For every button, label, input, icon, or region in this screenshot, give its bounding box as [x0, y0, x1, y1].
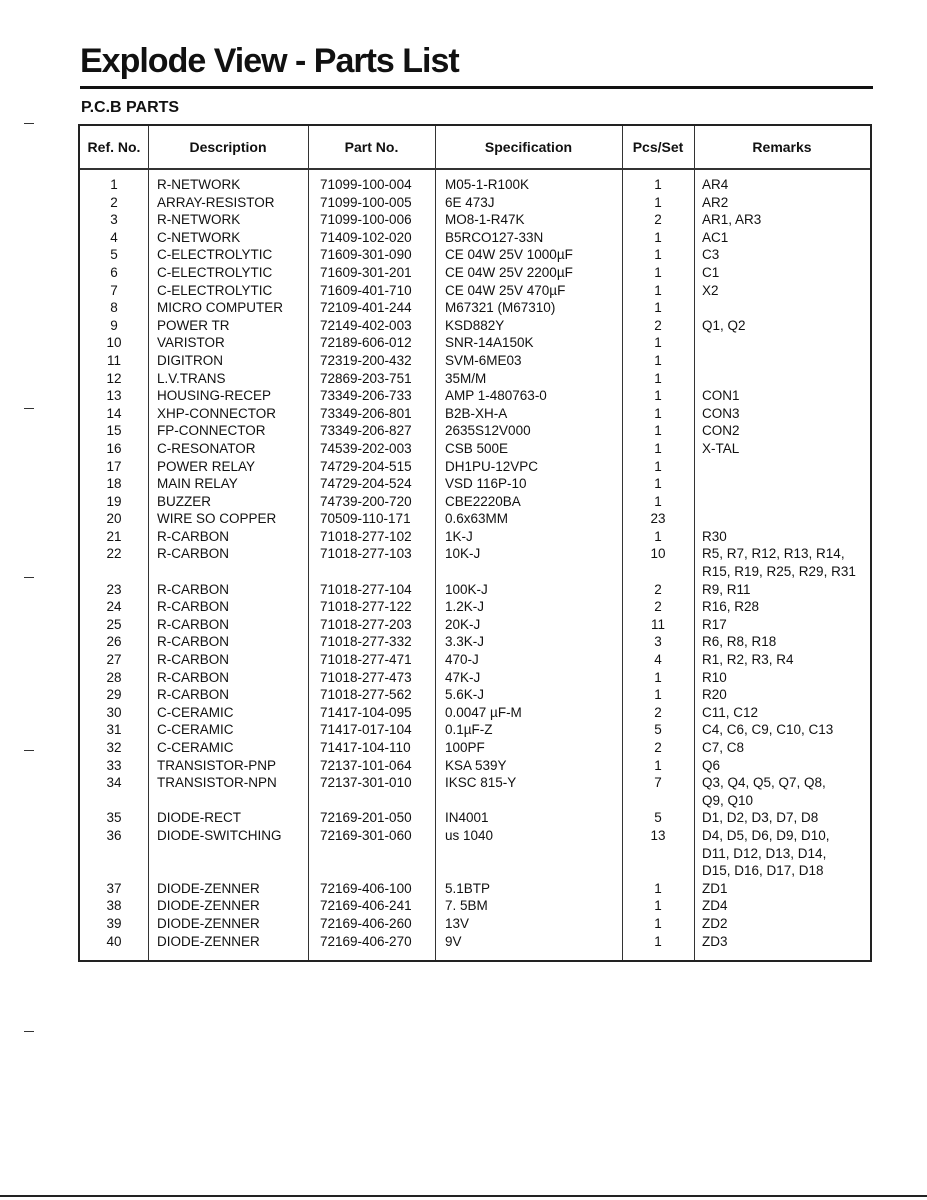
pcs-cell: 2	[654, 317, 662, 333]
remarks-cell: ZD2	[702, 915, 728, 931]
description-cell: POWER RELAY	[157, 458, 256, 474]
description-cell: C-NETWORK	[157, 229, 241, 245]
specification-cell: DH1PU-12VPC	[445, 458, 539, 474]
description-cell: R-NETWORK	[157, 177, 241, 192]
part-no-cell: 71018-277-562	[320, 687, 412, 703]
remarks-cell: R30	[702, 528, 727, 544]
specification-cell: IN4001	[445, 810, 489, 826]
specification-cell: CE 04W 25V 1000µF	[445, 247, 573, 263]
pcs-cell: 2	[654, 599, 662, 615]
pcs-cell: 1	[654, 177, 662, 192]
description-cell: XHP-CONNECTOR	[157, 405, 277, 421]
pcs-cell: 1	[654, 493, 662, 509]
table-row	[80, 211, 870, 229]
ref-cell: 30	[106, 704, 122, 720]
part-no-cell: 71018-277-122	[320, 599, 412, 615]
specification-cell: SVM-6ME03	[445, 352, 522, 368]
remarks-cell: C3	[702, 247, 720, 263]
header-description: Description	[189, 139, 267, 155]
description-cell: C-ELECTROLYTIC	[157, 247, 273, 263]
pcs-cell: 1	[654, 423, 662, 439]
part-no-cell: 72869-203-751	[320, 370, 412, 386]
pcs-cell: 2	[654, 212, 662, 228]
description-cell: R-CARBON	[157, 634, 230, 650]
description-cell: DIODE-ZENNER	[157, 933, 260, 949]
specification-cell: CE 04W 25V 2200µF	[445, 264, 573, 280]
header-ref-no: Ref. No.	[87, 139, 141, 155]
ref-cell: 5	[110, 247, 118, 263]
table-row	[80, 370, 870, 388]
part-no-cell: 72109-401-244	[320, 300, 412, 316]
part-no-cell: 71099-100-004	[320, 177, 412, 192]
part-no-cell: 74539-202-003	[320, 440, 412, 456]
pcs-cell: 1	[654, 440, 662, 456]
part-no-cell: 72169-406-100	[320, 880, 412, 896]
table-row	[80, 194, 870, 212]
ref-cell: 38	[106, 898, 122, 914]
specification-cell: AMP 1-480763-0	[445, 388, 547, 404]
part-no-cell: 74729-204-515	[320, 458, 412, 474]
part-no-cell: 73349-206-827	[320, 423, 412, 439]
table-body	[80, 176, 870, 950]
ref-cell: 1	[110, 177, 118, 192]
remarks-cell: R17	[702, 616, 727, 632]
part-no-cell: 72319-200-432	[320, 352, 412, 368]
specification-cell: 2635S12V000	[445, 423, 531, 439]
specification-cell: 7. 5BM	[445, 898, 488, 914]
ref-cell: 7	[110, 282, 118, 298]
pcs-cell: 1	[654, 405, 662, 421]
pcs-cell: 1	[654, 757, 662, 773]
remarks-cell: C11, C12	[702, 704, 759, 720]
description-cell: C-CERAMIC	[157, 722, 234, 738]
part-no-cell: 71409-102-020	[320, 229, 412, 245]
margin-mark	[24, 1031, 34, 1032]
table-row	[80, 528, 870, 546]
remarks-cell: AR4	[702, 177, 729, 192]
table-row	[80, 686, 870, 704]
ref-cell: 37	[106, 880, 122, 896]
remarks-cell: Q1, Q2	[702, 317, 746, 333]
ref-cell: 14	[106, 405, 122, 421]
pcs-cell: 2	[654, 740, 662, 755]
remarks-cell: R10	[702, 669, 727, 685]
specification-cell: 6E 473J	[445, 194, 495, 210]
pcs-cell: 13	[650, 827, 666, 843]
specification-cell: M67321 (M67310)	[445, 300, 556, 316]
description-cell: MICRO COMPUTER	[157, 300, 283, 316]
pcs-cell: 1	[654, 300, 662, 316]
table-row	[80, 493, 870, 511]
part-no-cell: 72169-406-241	[320, 898, 412, 914]
ref-cell: 11	[106, 352, 121, 368]
part-no-cell: 71417-104-110	[320, 740, 411, 755]
part-no-cell: 71018-277-473	[320, 669, 412, 685]
section-heading: P.C.B PARTS	[81, 99, 180, 116]
pcs-cell: 1	[654, 898, 662, 914]
table-row	[80, 704, 870, 722]
ref-cell: 31	[106, 722, 122, 738]
description-cell: C-CERAMIC	[157, 704, 234, 720]
specification-cell: B2B-XH-A	[445, 405, 508, 421]
remarks-cell: R9, R11	[702, 581, 751, 597]
description-cell: R-CARBON	[157, 581, 230, 597]
pcs-cell: 1	[654, 352, 662, 368]
ref-cell: 26	[106, 634, 122, 650]
pcs-cell: 1	[654, 388, 662, 404]
pcs-cell: 2	[654, 581, 662, 597]
table-row	[80, 352, 870, 370]
part-no-cell: 72137-101-064	[320, 757, 412, 773]
ref-cell: 24	[106, 599, 122, 615]
ref-cell: 28	[106, 669, 122, 685]
ref-cell: 27	[106, 652, 122, 668]
table-row	[80, 669, 870, 687]
remarks-cell: CON1	[702, 388, 740, 404]
remarks-cell: X-TAL	[702, 440, 740, 456]
description-cell: R-CARBON	[157, 616, 230, 632]
remarks-cell: Q3, Q4, Q5, Q7, Q8,	[702, 775, 826, 791]
part-no-cell: 72189-606-012	[320, 335, 412, 351]
description-cell: R-NETWORK	[157, 212, 241, 228]
specification-cell: 13V	[445, 915, 470, 931]
description-cell: R-CARBON	[157, 528, 230, 544]
description-cell: R-CARBON	[157, 599, 230, 615]
specification-cell: CBE2220BA	[445, 493, 521, 509]
table-row	[80, 616, 870, 634]
pcs-cell: 1	[654, 476, 662, 492]
pcs-cell: 1	[654, 370, 662, 386]
pcs-cell: 1	[654, 194, 662, 210]
ref-cell: 3	[110, 212, 118, 228]
part-no-cell: 71609-301-090	[320, 247, 412, 263]
ref-cell: 9	[110, 317, 118, 333]
description-cell: C-ELECTROLYTIC	[157, 282, 273, 298]
part-no-cell: 72169-201-050	[320, 810, 412, 826]
part-no-cell: 70509-110-171	[320, 511, 411, 527]
header-part-no: Part No.	[344, 139, 399, 155]
table-row	[80, 422, 870, 440]
pcs-cell: 1	[654, 229, 662, 245]
pcs-cell: 1	[654, 247, 662, 263]
remarks-cell: R5, R7, R12, R13, R14,	[702, 546, 845, 562]
ref-cell: 33	[106, 757, 122, 773]
part-no-cell: 71099-100-005	[320, 194, 412, 210]
description-cell: R-CARBON	[157, 546, 230, 562]
bottom-rule	[0, 1195, 927, 1197]
part-no-cell: 71018-277-102	[320, 528, 412, 544]
description-cell: R-CARBON	[157, 652, 230, 668]
remarks-cell: R16, R28	[702, 599, 760, 615]
ref-cell: 21	[106, 528, 122, 544]
remarks-cell: AR2	[702, 194, 729, 210]
description-cell: TRANSISTOR-PNP	[157, 757, 277, 773]
part-no-cell: 72149-402-003	[320, 317, 412, 333]
pcs-cell: 1	[654, 669, 662, 685]
specification-cell: MO8-1-R47K	[445, 212, 525, 228]
ref-cell: 22	[106, 546, 122, 562]
description-cell: DIGITRON	[157, 352, 223, 368]
specification-cell: us 1040	[445, 827, 494, 843]
ref-cell: 13	[106, 388, 122, 404]
specification-cell: 100PF	[445, 740, 485, 755]
ref-cell: 20	[106, 511, 122, 527]
description-cell: C-ELECTROLYTIC	[157, 264, 273, 280]
description-cell: DIODE-SWITCHING	[157, 827, 282, 843]
remarks-cell: D15, D16, D17, D18	[702, 863, 824, 879]
ref-cell: 35	[106, 810, 122, 826]
part-no-cell: 72169-406-270	[320, 933, 412, 949]
description-cell: R-CARBON	[157, 669, 230, 685]
ref-cell: 40	[106, 933, 122, 949]
description-cell: MAIN RELAY	[157, 476, 238, 492]
specification-cell: 35M/M	[445, 370, 487, 386]
table-row	[80, 264, 870, 282]
description-cell: C-RESONATOR	[157, 440, 256, 456]
table-row	[80, 721, 870, 739]
part-no-cell: 72169-406-260	[320, 915, 412, 931]
page-title: Explode View - Parts List	[80, 42, 459, 80]
part-no-cell: 71018-277-332	[320, 634, 412, 650]
remarks-cell: ZD4	[702, 898, 728, 914]
description-cell: BUZZER	[157, 493, 211, 509]
specification-cell: 47K-J	[445, 669, 481, 685]
remarks-cell: C1	[702, 264, 720, 280]
remarks-cell: X2	[702, 282, 719, 298]
specification-cell: CE 04W 25V 470µF	[445, 282, 566, 298]
table-row	[80, 458, 870, 476]
pcs-cell: 7	[654, 775, 662, 791]
margin-mark	[24, 750, 34, 751]
parts-table	[78, 124, 872, 962]
table-row	[80, 933, 870, 951]
ref-cell: 16	[106, 440, 122, 456]
pcs-cell: 1	[654, 880, 662, 896]
description-cell: DIODE-ZENNER	[157, 898, 260, 914]
table-row	[80, 757, 870, 775]
table-row	[80, 387, 870, 405]
table-row	[80, 229, 870, 247]
ref-cell: 39	[106, 915, 122, 931]
ref-cell: 25	[106, 616, 122, 632]
pcs-cell: 23	[650, 511, 666, 527]
ref-cell: 32	[106, 740, 122, 755]
part-no-cell: 72169-301-060	[320, 827, 412, 843]
part-no-cell: 73349-206-733	[320, 388, 412, 404]
table-row	[80, 176, 870, 194]
specification-cell: 1K-J	[445, 528, 473, 544]
ref-cell: 29	[106, 687, 122, 703]
specification-cell: 20K-J	[445, 616, 481, 632]
table-row	[80, 317, 870, 335]
pcs-cell: 1	[654, 282, 662, 298]
table-row	[80, 827, 870, 880]
remarks-cell: ZD1	[702, 880, 728, 896]
pcs-cell: 4	[654, 652, 662, 668]
specification-cell: 0.1µF-Z	[445, 722, 493, 738]
ref-cell: 15	[106, 423, 122, 439]
ref-cell: 2	[110, 194, 118, 210]
description-cell: VARISTOR	[157, 335, 225, 351]
specification-cell: SNR-14A150K	[445, 335, 534, 351]
description-cell: DIODE-RECT	[157, 810, 241, 826]
description-cell: POWER TR	[157, 317, 230, 333]
ref-cell: 12	[106, 370, 122, 386]
specification-cell: IKSC 815-Y	[445, 775, 517, 791]
table-row	[80, 774, 870, 809]
part-no-cell: 71609-401-710	[320, 282, 412, 298]
remarks-cell: D4, D5, D6, D9, D10,	[702, 827, 830, 843]
pcs-cell: 5	[654, 722, 662, 738]
ref-cell: 4	[110, 229, 118, 245]
pcs-cell: 1	[654, 264, 662, 280]
margin-mark	[24, 408, 34, 409]
margin-mark	[24, 123, 34, 124]
description-cell: L.V.TRANS	[157, 370, 226, 386]
margin-mark	[24, 577, 34, 578]
remarks-cell: D11, D12, D13, D14,	[702, 845, 827, 861]
remarks-cell: R1, R2, R3, R4	[702, 652, 794, 668]
pcs-cell: 11	[650, 616, 665, 632]
specification-cell: 3.3K-J	[445, 634, 485, 650]
table-row	[80, 299, 870, 317]
table-row	[80, 651, 870, 669]
pcs-cell: 1	[654, 687, 662, 703]
table-row	[80, 440, 870, 458]
header-specification: Specification	[484, 139, 573, 155]
description-cell: ARRAY-RESISTOR	[157, 194, 275, 210]
remarks-cell: CON3	[702, 405, 740, 421]
table-row	[80, 915, 870, 933]
description-cell: DIODE-ZENNER	[157, 915, 260, 931]
title-rule	[80, 86, 873, 89]
pcs-cell: 10	[650, 546, 666, 562]
remarks-cell: C7, C8	[702, 740, 745, 755]
ref-cell: 6	[110, 264, 118, 280]
specification-cell: 0.6x63MM	[445, 511, 509, 527]
specification-cell: CSB 500E	[445, 440, 509, 456]
ref-cell: 23	[106, 581, 122, 597]
table-row	[80, 246, 870, 264]
pcs-cell: 1	[654, 915, 662, 931]
part-no-cell: 71018-277-203	[320, 616, 412, 632]
specification-cell: 9V	[445, 933, 462, 949]
part-no-cell: 74729-204-524	[320, 476, 412, 492]
table-row	[80, 405, 870, 423]
pcs-cell: 5	[654, 810, 662, 826]
remarks-cell: ZD3	[702, 933, 728, 949]
part-no-cell: 71099-100-006	[320, 212, 412, 228]
remarks-cell: Q9, Q10	[702, 792, 754, 808]
pcs-cell: 3	[654, 634, 662, 650]
remarks-cell: C4, C6, C9, C10, C13	[702, 722, 834, 738]
remarks-cell: AC1	[702, 229, 729, 245]
specification-cell: B5RCO127-33N	[445, 229, 544, 245]
table-row	[80, 282, 870, 300]
table-row	[80, 880, 870, 898]
part-no-cell: 72137-301-010	[320, 775, 412, 791]
header-remarks: Remarks	[752, 139, 812, 155]
description-cell: C-CERAMIC	[157, 740, 234, 755]
ref-cell: 34	[106, 775, 122, 791]
description-cell: FP-CONNECTOR	[157, 423, 266, 439]
table-row	[80, 897, 870, 915]
part-no-cell: 71018-277-471	[320, 652, 412, 668]
pcs-cell: 1	[654, 458, 662, 474]
remarks-cell: AR1, AR3	[702, 212, 762, 228]
table-row	[80, 739, 870, 757]
specification-cell: 1.2K-J	[445, 599, 485, 615]
table-row	[80, 545, 870, 580]
pcs-cell: 1	[654, 528, 662, 544]
specification-cell: KSA 539Y	[445, 757, 507, 773]
table-row	[80, 809, 870, 827]
table-row	[80, 598, 870, 616]
specification-cell: M05-1-R100K	[445, 177, 530, 192]
part-no-cell: 71018-277-104	[320, 581, 412, 597]
table-row	[80, 633, 870, 651]
description-cell: HOUSING-RECEP	[157, 388, 272, 404]
specification-cell: 5.1BTP	[445, 880, 491, 896]
part-no-cell: 73349-206-801	[320, 405, 412, 421]
table-row	[80, 581, 870, 599]
specification-cell: 10K-J	[445, 546, 481, 562]
header-divider	[80, 168, 870, 170]
table-row	[80, 510, 870, 528]
table-row	[80, 475, 870, 493]
remarks-cell: R6, R8, R18	[702, 634, 777, 650]
ref-cell: 18	[106, 476, 122, 492]
table-row	[80, 334, 870, 352]
part-no-cell: 71417-017-104	[320, 722, 412, 738]
specification-cell: 470-J	[445, 652, 479, 668]
remarks-cell: R20	[702, 687, 727, 703]
specification-cell: 5.6K-J	[445, 687, 485, 703]
ref-cell: 19	[106, 493, 122, 509]
remarks-cell: R15, R19, R25, R29, R31	[702, 564, 856, 580]
pcs-cell: 1	[654, 335, 662, 351]
description-cell: TRANSISTOR-NPN	[157, 775, 277, 791]
description-cell: DIODE-ZENNER	[157, 880, 260, 896]
specification-cell: 0.0047 µF-M	[445, 704, 522, 720]
pcs-cell: 1	[654, 933, 662, 949]
remarks-cell: CON2	[702, 423, 740, 439]
description-cell: WIRE SO COPPER	[157, 511, 277, 527]
remarks-cell: D1, D2, D3, D7, D8	[702, 810, 819, 826]
part-no-cell: 74739-200-720	[320, 493, 412, 509]
header-pcs-set: Pcs/Set	[632, 139, 684, 155]
remarks-cell: Q6	[702, 757, 721, 773]
part-no-cell: 71417-104-095	[320, 704, 412, 720]
description-cell: R-CARBON	[157, 687, 230, 703]
ref-cell: 10	[106, 335, 122, 351]
part-no-cell: 71018-277-103	[320, 546, 412, 562]
ref-cell: 17	[106, 458, 122, 474]
ref-cell: 36	[106, 827, 122, 843]
specification-cell: KSD882Y	[445, 317, 505, 333]
pcs-cell: 2	[654, 704, 662, 720]
specification-cell: 100K-J	[445, 581, 488, 597]
ref-cell: 8	[110, 300, 118, 316]
part-no-cell: 71609-301-201	[320, 264, 412, 280]
specification-cell: VSD 116P-10	[445, 476, 527, 492]
